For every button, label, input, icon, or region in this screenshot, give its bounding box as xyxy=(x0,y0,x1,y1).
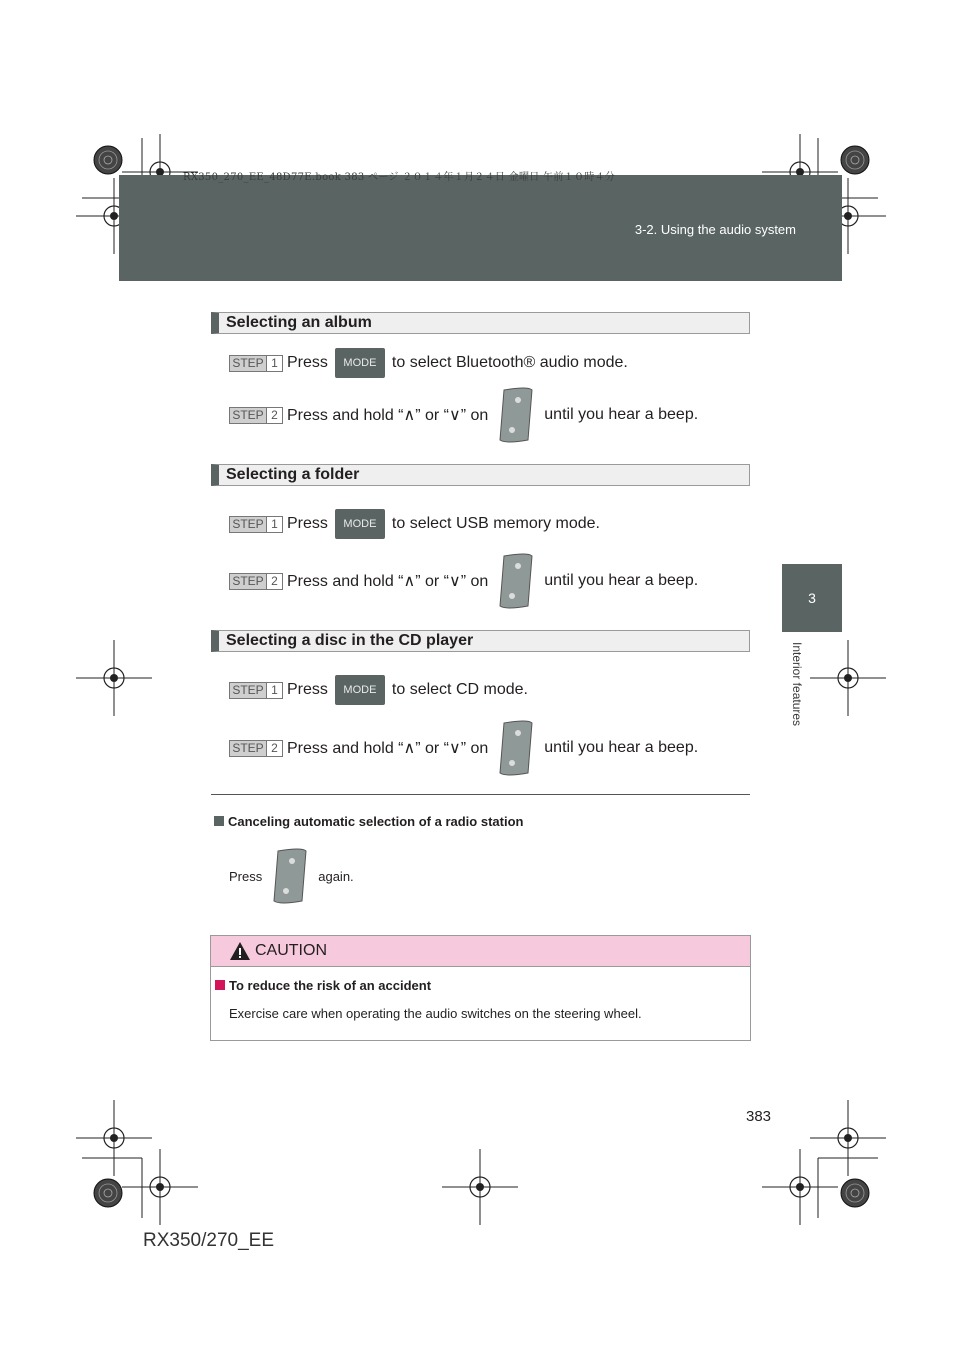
step-text: to select Bluetooth® audio mode. xyxy=(391,354,628,371)
step-badge: STEP 1 xyxy=(229,516,283,533)
steering-switch-icon xyxy=(498,719,534,777)
step-text: to select CD mode. xyxy=(391,681,528,698)
step-text: until you hear a beep. xyxy=(544,739,699,756)
step-text: Press and hold “∧” or “∨” on xyxy=(287,573,489,590)
steering-switch-icon xyxy=(272,847,308,905)
step-text: Press xyxy=(287,515,328,532)
caution-header xyxy=(211,936,750,967)
step-badge: STEP 2 xyxy=(229,407,283,424)
note-text: again. xyxy=(318,868,354,884)
chapter-title: Interior features xyxy=(790,642,804,727)
step-badge: STEP 1 xyxy=(229,355,283,372)
section-path: 3-2. Using the audio system xyxy=(634,222,796,237)
crosshair-icon xyxy=(762,1149,838,1225)
steering-switch-icon xyxy=(498,386,534,444)
divider xyxy=(211,794,750,795)
step-badge: STEP 2 xyxy=(229,573,283,590)
section-header-cd: Selecting a disc in the CD player xyxy=(211,630,750,652)
step-row xyxy=(229,660,528,720)
step-text: Press xyxy=(287,681,328,698)
crosshair-icon xyxy=(442,1149,518,1225)
step-row xyxy=(229,385,698,445)
step-text: until you hear a beep. xyxy=(544,406,699,423)
crosshair-icon xyxy=(810,640,886,716)
step-row xyxy=(229,333,628,393)
note-body xyxy=(229,846,354,906)
step-badge: STEP 1 xyxy=(229,682,283,699)
crosshair-icon xyxy=(76,640,152,716)
registration-wheel-icon xyxy=(94,1179,122,1207)
caution-box xyxy=(210,935,751,1041)
registration-wheel-icon xyxy=(841,1179,869,1207)
caution-title: CAUTION xyxy=(255,942,327,959)
section-header-album: Selecting an album xyxy=(211,312,750,334)
mode-button: MODE xyxy=(335,348,385,378)
book-info: RX350_270_EE_48D77E.book 383 ページ ２０１４年１月２４日 金曜日 午前１０時４分 xyxy=(183,172,616,183)
section-header-folder: Selecting a folder xyxy=(211,464,750,486)
crosshair-icon xyxy=(76,1100,152,1176)
steering-switch-icon xyxy=(498,552,534,610)
step-text: Press xyxy=(287,354,328,371)
model-code: RX350/270_EE xyxy=(143,1230,274,1251)
crosshair-icon xyxy=(122,1149,198,1225)
registration-wheel-icon xyxy=(94,146,122,174)
registration-wheel-icon xyxy=(841,146,869,174)
chapter-tab: 3 xyxy=(782,564,842,632)
step-text: Press and hold “∧” or “∨” on xyxy=(287,407,489,424)
caution-text: Exercise care when operating the audio switches on the steering wheel. xyxy=(229,1006,642,1021)
note-text: Press xyxy=(229,868,263,884)
bullet-square-icon xyxy=(214,816,224,826)
note-heading: Canceling automatic selection of a radio station xyxy=(214,814,523,829)
step-text: Press and hold “∧” or “∨” on xyxy=(287,740,489,757)
step-row xyxy=(229,551,698,611)
mode-button: MODE xyxy=(335,675,385,705)
page-number: 383 xyxy=(746,1108,772,1125)
step-badge: STEP 2 xyxy=(229,740,283,757)
step-row xyxy=(229,494,600,554)
mode-button: MODE xyxy=(335,509,385,539)
step-text: until you hear a beep. xyxy=(544,572,699,589)
warning-triangle-icon xyxy=(229,941,251,961)
step-text: to select USB memory mode. xyxy=(391,515,600,532)
bullet-square-icon xyxy=(215,980,225,990)
step-row xyxy=(229,718,698,778)
caution-heading: To reduce the risk of an accident xyxy=(215,978,431,993)
crosshair-icon xyxy=(810,1100,886,1176)
